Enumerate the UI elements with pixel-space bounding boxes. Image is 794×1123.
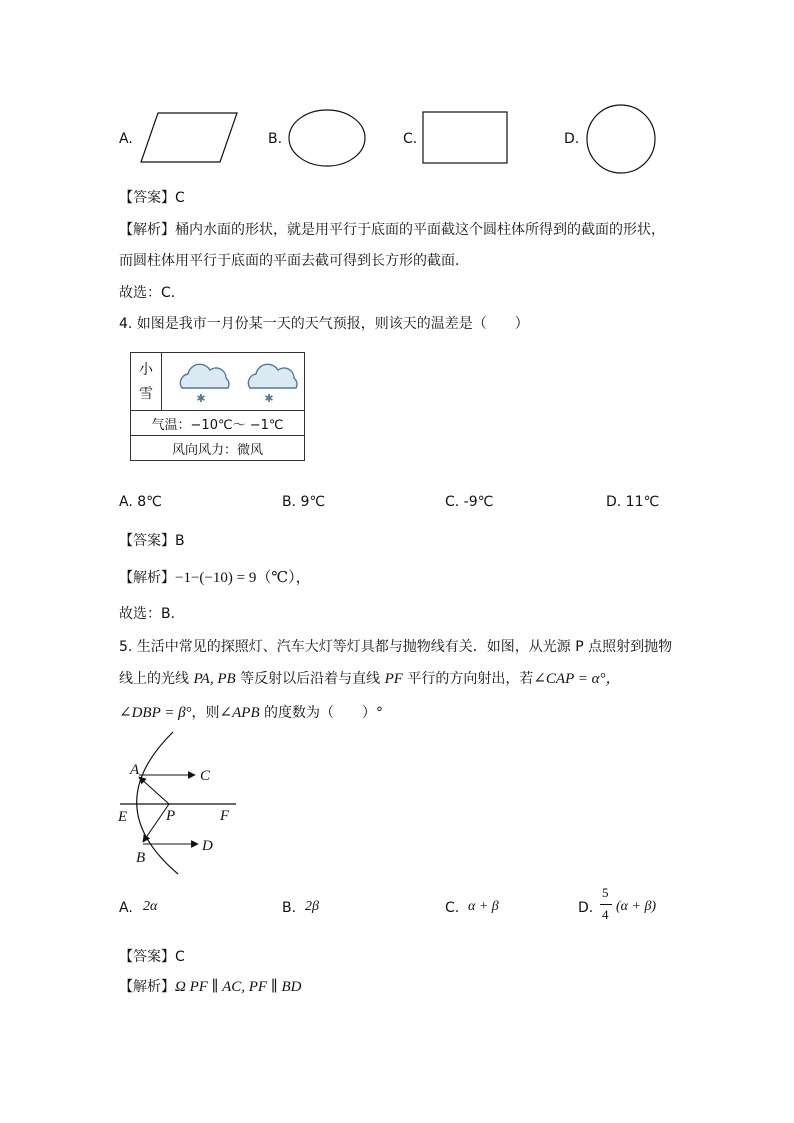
q5-line3 (119, 702, 383, 722)
label-d: D (202, 838, 213, 854)
snow-cloud-icon (180, 364, 229, 405)
weather-forecast-box (130, 352, 305, 461)
q5-option-b-math: 2β (305, 899, 319, 914)
q5-option-d-letter: D. (578, 900, 594, 916)
label-b: B (136, 850, 146, 866)
q5-line3-text-b: ，则 (191, 705, 220, 721)
q5-option-a-letter: A. (119, 900, 133, 916)
q5-option-c-math: α + β (468, 899, 499, 914)
q5-line3-text-c: 的度数为（ ）° (259, 705, 384, 721)
label-f: F (220, 808, 230, 824)
q5-line2-math-pf: PF (384, 671, 403, 687)
q5-option-a-math: 2α (143, 899, 158, 914)
q4-analysis (119, 566, 311, 587)
label-p: P (166, 808, 176, 824)
q3-option-a-letter: A. (119, 131, 133, 147)
label-a: A (130, 762, 140, 778)
parabola-reflection-figure (110, 728, 250, 876)
circle-shape (584, 102, 658, 176)
q5-analysis-prefix: 【解析】 (119, 979, 175, 995)
q3-option-d-letter: D. (564, 131, 580, 147)
label-c: C (200, 768, 211, 784)
q5-option-c-letter: C. (445, 900, 460, 916)
q5-option-d-frac-bar (600, 904, 612, 905)
q4-analysis-formula: −1−(−10) = 9（℃）， (175, 570, 311, 586)
q4-question: 4. 如图是我市一月份某一天的天气预报，则该天的温差是（ ） (119, 316, 529, 332)
q5-line2-text-a: 线上的光线 (119, 671, 194, 687)
snow-cloud-icons (162, 354, 302, 410)
q3-analysis-line2: 而圆柱体用平行于底面的平面去截可得到长方形的截面． (119, 253, 469, 269)
q4-option-d: D. 11℃ (606, 494, 660, 510)
q3-answer: 【答案】C (119, 190, 185, 206)
parallelogram-shape (138, 112, 240, 164)
q5-line2-text-b: 等反射以后沿着与直线 (235, 671, 385, 687)
q4-option-b: B. 9℃ (282, 494, 326, 510)
label-e: E (118, 809, 128, 825)
q5-option-d-frac-num: 5 (602, 885, 609, 900)
q4-analysis-prefix: 【解析】 (119, 570, 175, 586)
weather-temperature: 气温：−10℃～ −1℃ (131, 411, 305, 436)
q4-conclusion: 故选：B． (119, 606, 185, 622)
rectangle-shape (421, 110, 511, 166)
weather-wind: 风向风力：微风 (131, 436, 305, 461)
snow-cloud-icon (248, 364, 297, 405)
svg-text:✱: ✱ (196, 391, 206, 405)
q3-analysis-line1: 【解析】桶内水面的形状，就是用平行于底面的平面截这个圆柱体所得到的截面的形状， (119, 222, 665, 238)
q5-line2-text-c: 平行的方向射出，若 (402, 671, 534, 687)
ray-pa (139, 777, 169, 804)
weather-icons-cell (162, 353, 305, 411)
q3-conclusion: 故选：C． (119, 285, 185, 301)
q3-option-c-letter: C. (403, 131, 418, 147)
svg-text:✱: ✱ (264, 391, 274, 405)
q5-line1: 5. 生活中常见的探照灯、汽车大灯等灯具都与抛物线有关．如图，从光源 P 点照射到抛物 (119, 639, 673, 655)
weather-label-top: 小 (139, 361, 153, 378)
q5-line2-math-pa-pb: PA, PB (193, 671, 236, 687)
q5-option-b-letter: B. (282, 900, 297, 916)
q5-option-d-frac-den: 4 (602, 907, 609, 922)
q4-option-a: A. 8℃ (119, 494, 162, 510)
weather-label-bottom: 雪 (139, 385, 153, 402)
q5-option-d-math: (α + β) (616, 899, 657, 914)
q3-option-b-letter: B. (268, 131, 283, 147)
ellipse-shape (286, 108, 368, 168)
q5-analysis (119, 976, 302, 996)
q5-line2 (119, 667, 620, 688)
q5-analysis-math: Ω PF ∥ AC, PF ∥ BD (175, 979, 302, 995)
q5-line3-math-angle-apb: ∠APB (219, 705, 260, 721)
q5-answer: 【答案】C (119, 949, 185, 965)
q4-option-c: C. -9℃ (445, 494, 494, 510)
q4-answer: 【答案】B (119, 533, 185, 549)
weather-label-cell (131, 353, 162, 411)
q5-line3-math-angle-dbp: ∠DBP = β° (119, 705, 192, 721)
q5-line2-math-angle-cap: ∠CAP = α°， (533, 671, 621, 687)
